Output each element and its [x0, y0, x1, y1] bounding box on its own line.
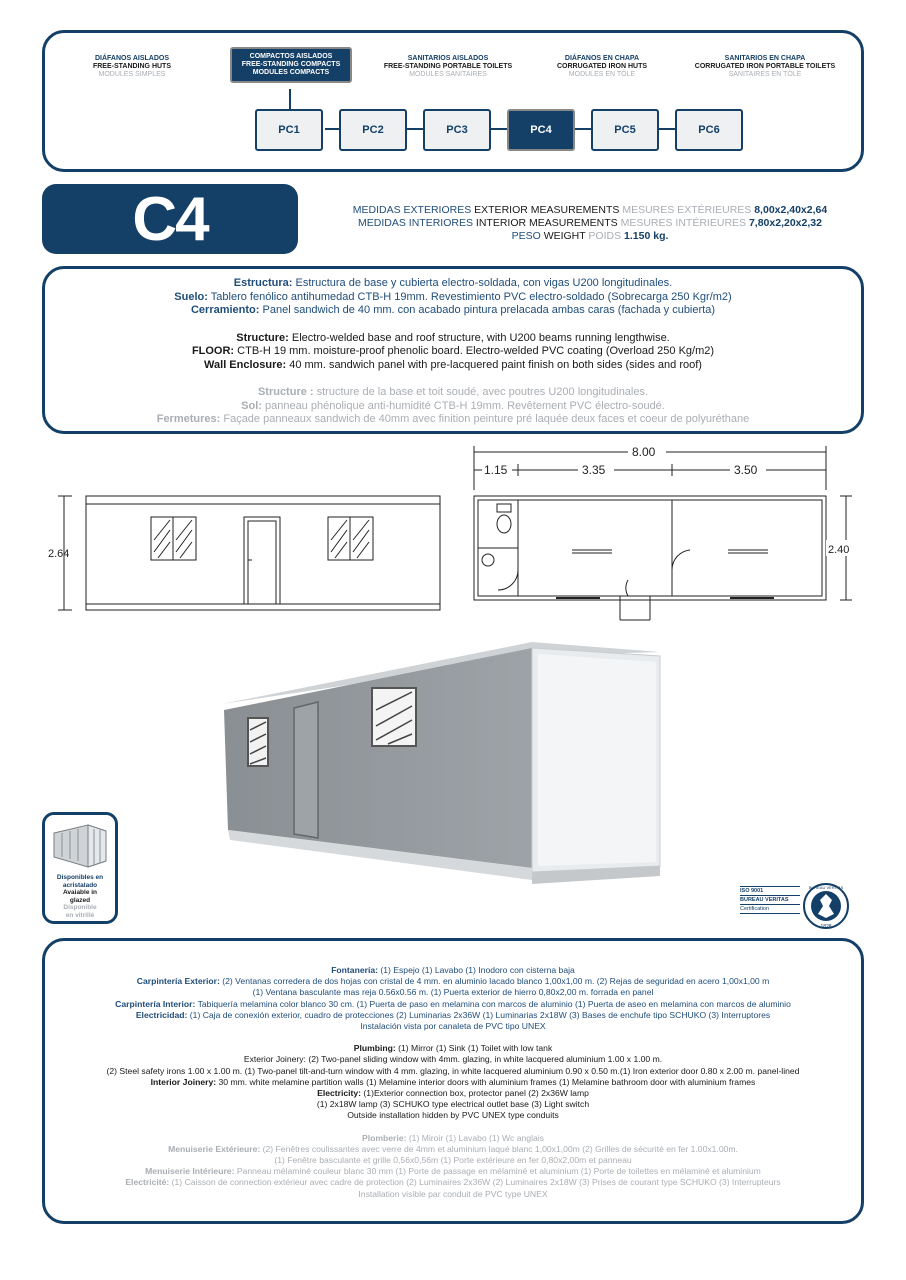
equipment-line: [45, 1043, 861, 1054]
category-label-fr: MODULES SANITAIRES: [409, 71, 487, 78]
glazed-module-icon: [48, 819, 112, 869]
equipment-text: (1) Caja de conexión exterior, cuadro de protecciones (2) Luminarias 2x36W (1) Luminarias 2x18W (3) Bases de enchufe tipo SCHUKO (3) Interruptores: [187, 1009, 771, 1020]
equipment-text: (1) Miroir (1) Lavabo (1) Wc anglais: [406, 1132, 544, 1143]
label-en: INTERIOR MEASUREMENTS: [475, 217, 618, 229]
badge-line: acristalado: [62, 881, 98, 889]
equipment-panel: [42, 938, 864, 1224]
category-label-fr: MODULES COMPACTS: [252, 69, 330, 76]
equipment-text: (1) Fenêtre basculante et grille 0,56x0,56m (1) Porte extérieure en fer 0,80x2,00m et panneau: [274, 1155, 632, 1166]
equipment-line: [45, 1088, 861, 1099]
spec-text: Estructura de base y cubierta electro-soldada, con vigas U200 longitudinales.: [292, 277, 673, 289]
equipment-text: (2) Ventanas corredera de dos hojas con cristal de 4 mm. en aluminio lacado blanco 1,00x1,00 m. (2) Rejas de seguridad en acero 1,00x1,00 m: [219, 976, 770, 987]
category-label-es: COMPACTOS AISLADOS: [249, 53, 333, 60]
category-label-es: SANITARIOS EN CHAPA: [724, 55, 806, 62]
equipment-text: (1) Caisson de connection extérieur avec cadre de protection (2) Luminaires 2x36W (2) Luminaires 2x18W (3) Prises de courant type SCHUKO (3) Interrupteurs: [169, 1177, 781, 1188]
value: 7,80x2,20x2,32: [748, 217, 822, 229]
spec-label: Estructura:: [233, 277, 293, 289]
spec-line: [45, 277, 861, 291]
equipment-label: Electricidad:: [135, 1009, 188, 1020]
category-corrugated-iron-toilets[interactable]: [685, 55, 845, 79]
equipment-line: [45, 1066, 861, 1077]
spec-text: Electro-welded base and roof structure, with U200 beams running lengthwise.: [288, 331, 670, 344]
label-en: WEIGHT: [543, 230, 586, 242]
equipment-line: [45, 1189, 861, 1200]
measurements: [300, 204, 880, 243]
equipment-label: Electricity:: [317, 1088, 362, 1099]
spec-label: Fermetures:: [156, 413, 221, 425]
weight: [300, 230, 880, 243]
spec-line: [45, 345, 861, 359]
badge-line: Disponible: [63, 904, 97, 911]
equipment-label: Fontanería:: [331, 965, 378, 975]
spec-text: panneau phénolique anti-humidité CTB-H 19mm. Revêtement PVC électro-soudé.: [261, 399, 665, 412]
equipment-line: [45, 1054, 861, 1065]
category-label-en: FREE-STANDING HUTS: [92, 63, 172, 70]
equipment-label: Electricité:: [125, 1177, 170, 1188]
category-free-standing-huts[interactable]: [57, 55, 207, 79]
equipment-text: (2) Fenêtres coulissantes avec verre de 4mm et aluminium laqué blanc 1,00x1,00m (2) Grilles de sécurité en fer 1.00x1.00m.: [260, 1143, 738, 1154]
equipment-line: [45, 1155, 861, 1166]
equipment-line: [45, 999, 861, 1010]
equipment-line: [45, 1166, 861, 1177]
label-en: EXTERIOR MEASUREMENTS: [474, 204, 620, 216]
equipment-line: [45, 976, 861, 987]
segment-1-label: 1.15: [484, 463, 508, 477]
category-free-standing-compacts[interactable]: [230, 47, 352, 83]
floor-plan: [474, 446, 852, 620]
spec-line: [45, 386, 861, 400]
segment-2-label: 3.35: [582, 463, 606, 477]
model-code: C4: [42, 184, 298, 254]
technical-drawings: [0, 440, 906, 640]
spec-line: [45, 359, 861, 373]
category-label-fr: MODULES SIMPLES: [98, 71, 166, 78]
spec-text: Tablero fenólico antihumedad CTB-H 19mm. Revestimiento PVC electro-soldado (Sobrecarga 250 Kgr/m2): [207, 290, 732, 303]
depth-dimension-label: 2.40: [828, 544, 850, 556]
equipment-text: Instalación vista por canaleta de PVC tipo UNEX: [360, 1021, 546, 1032]
equipment-text: Exterior Joinery: (2) Two-panel sliding window with 4mm. glazing, in white lacquered aluminium 1.00 x 1.00 m.: [243, 1054, 663, 1065]
category-label-es: DIÁFANOS AISLADOS: [94, 55, 170, 62]
spec-line: [45, 304, 861, 318]
value: 1.150 kg.: [624, 230, 669, 242]
spec-line: [45, 332, 861, 346]
spec-line: [45, 413, 861, 427]
value: 8,00x2,40x2,64: [754, 204, 828, 216]
spec-label: Structure:: [236, 331, 289, 344]
label-es: MEDIDAS EXTERIORES: [352, 204, 472, 216]
badge-line: glazed: [69, 896, 91, 904]
category-label-fr: SANITAIRES EN TÔLE: [728, 71, 802, 78]
equipment-line: [45, 1010, 861, 1021]
label-fr: MESURES INTÉRIEURES: [620, 217, 747, 229]
iso-code: ISO 9001: [740, 888, 764, 894]
connector-vertical: [289, 89, 291, 109]
spec-label: Structure :: [257, 386, 314, 398]
category-label-es: SANITARIOS AISLADOS: [407, 55, 489, 62]
model-button-pc5[interactable]: PC5: [591, 109, 659, 151]
badge-line: en vitrillé: [65, 911, 95, 919]
exterior-measurements: [300, 204, 880, 217]
equipment-line: [45, 1133, 861, 1144]
equipment-text: (1) Ventana basculante mas reja 0.56x0.56 m. (1) Puerta exterior de hierro 0,80x2,00 m. forrada en panel: [252, 987, 654, 998]
equipment-label: Menuiserie Extérieure:: [168, 1143, 261, 1154]
equipment-line: [45, 965, 861, 976]
bureau-veritas-seal-icon: [802, 882, 850, 930]
equipment-line: [45, 1099, 861, 1110]
equipment-text: Installation visible par conduit de PVC type UNEX: [358, 1188, 548, 1199]
equipment-label: Interior Joinery:: [150, 1076, 217, 1087]
badge-line: Avaiable in: [62, 889, 98, 896]
iso-org: BUREAU VERITAS: [740, 895, 800, 904]
spec-line: [45, 291, 861, 305]
spec-label: Suelo:: [174, 290, 208, 303]
spec-line: [45, 400, 861, 414]
equipment-label: Carpintería Exterior:: [136, 976, 220, 987]
category-label-en: CORRUGATED IRON PORTABLE TOILETS: [694, 63, 836, 70]
iso-cert: Certification: [740, 904, 800, 913]
equipment-label: Plomberie:: [362, 1132, 407, 1143]
equipment-text: 30 mm. white melamine partition walls (1) Melamine interior doors with aluminium frames (1) Melamine bathroom door with aluminium frames: [216, 1076, 756, 1087]
equipment-text: (1) Mirror (1) Sink (1) Toilet with low tank: [395, 1043, 553, 1054]
equipment-text: (1) Espejo (1) Lavabo (1) Inodoro con cisterna baja: [377, 965, 575, 975]
equipment-line: [45, 1144, 861, 1155]
spec-label: Wall Enclosure:: [204, 358, 287, 371]
label-es: MEDIDAS INTERIORES: [358, 217, 473, 229]
glazed-availability-badge: [42, 812, 118, 924]
model-button-pc4[interactable]: PC4: [507, 109, 575, 151]
front-elevation: [58, 496, 440, 610]
total-length-label: 8.00: [632, 445, 656, 459]
category-label-fr: MODULES EN TÔLE: [568, 71, 636, 78]
seal-ring-text: BUREAU VERITAS: [808, 885, 844, 890]
equipment-text: (2) Steel safety irons 1.00 x 1.00 m. (1) Two-panel tilt-and-turn window with 4 mm. glazing, in white lacquered aluminium 0.90 x 0.50 m.(1) Iron exterior door 0.80 x 2.00 m. panel-lined: [106, 1065, 800, 1076]
equipment-line: [45, 1110, 861, 1121]
equipment-text: (1)Exterior connection box, protector panel (2) 2x36W lamp: [361, 1088, 589, 1099]
spec-label: FLOOR:: [191, 345, 235, 357]
segment-3-label: 3.50: [734, 463, 758, 477]
label-fr: MESURES EXTÉRIEURES: [622, 204, 752, 216]
equipment-line: [45, 1077, 861, 1088]
category-label-es: DIÁFANOS EN CHAPA: [564, 55, 640, 62]
equipment-line: [45, 987, 861, 998]
spec-text: Panel sandwich de 40 mm. con acabado pintura prelacada ambas caras (fachada y cubierta): [259, 304, 715, 316]
model-button-pc1[interactable]: PC1: [255, 109, 323, 151]
spec-text: CTB-H 19 mm. moisture-proof phenolic board. Electro-welded PVC coating (Overload 250 Kg/m2): [234, 345, 715, 357]
spec-text: 40 mm. sandwich panel with pre-lacquered paint finish on both sides (sides and roof): [286, 358, 702, 371]
equipment-line: [45, 1021, 861, 1032]
equipment-line: [45, 1177, 861, 1188]
model-button-pc6[interactable]: PC6: [675, 109, 743, 151]
label-es: PESO: [511, 230, 541, 242]
equipment-text: Outside installation hidden by PVC UNEX type conduits: [347, 1110, 559, 1121]
equipment-label: Menuiserie Intérieure:: [145, 1166, 235, 1177]
category-portable-toilets[interactable]: [373, 55, 523, 79]
category-corrugated-iron-huts[interactable]: [527, 55, 677, 79]
category-label-en: CORRUGATED IRON HUTS: [556, 63, 648, 70]
equipment-label: Plumbing:: [353, 1043, 396, 1054]
navigation-panel: [42, 30, 864, 172]
equipment-label: Carpintería Interior:: [115, 998, 196, 1009]
seal-year: 1828: [820, 924, 832, 930]
equipment-text: (1) 2x18W lamp (3) SCHUKO type electrical outlet base (3) Light switch: [316, 1099, 590, 1110]
spec-label: Cerramiento:: [190, 304, 260, 316]
interior-measurements: [300, 217, 880, 230]
iso-certification-logo: [740, 882, 852, 930]
model-button-pc2[interactable]: PC2: [339, 109, 407, 151]
spec-text: Façade panneaux sandwich de 40mm avec finition peinture pré laquée deux faces et coeur de polyuréthane: [220, 413, 750, 425]
spec-label: Sol:: [241, 399, 262, 412]
height-dimension-label: 2.64: [48, 548, 70, 560]
module-illustration: [210, 640, 670, 920]
specifications-panel: [42, 266, 864, 434]
category-label-en: FREE-STANDING COMPACTS: [241, 61, 341, 68]
equipment-text: Panneau mélaminé couleur blanc 30 mm (1) Porte de passage en mélaminé et aluminium (1) Porte de toilettes en mélaminé et aluminium: [234, 1166, 761, 1177]
badge-line: Disponibles en: [56, 874, 104, 881]
equipment-text: Tabiquería melamina color blanco 30 cm. (1) Puerta de paso en melamina con marcos de aluminio (1) Puerta de aseo en melamina con marcos de aluminio: [195, 998, 791, 1009]
spec-text: structure de la base et toit soudé, avec poutres U200 longitudinales.: [313, 386, 649, 398]
model-button-pc3[interactable]: PC3: [423, 109, 491, 151]
label-fr: POIDS: [588, 230, 622, 242]
category-label-en: FREE-STANDING PORTABLE TOILETS: [383, 63, 513, 70]
